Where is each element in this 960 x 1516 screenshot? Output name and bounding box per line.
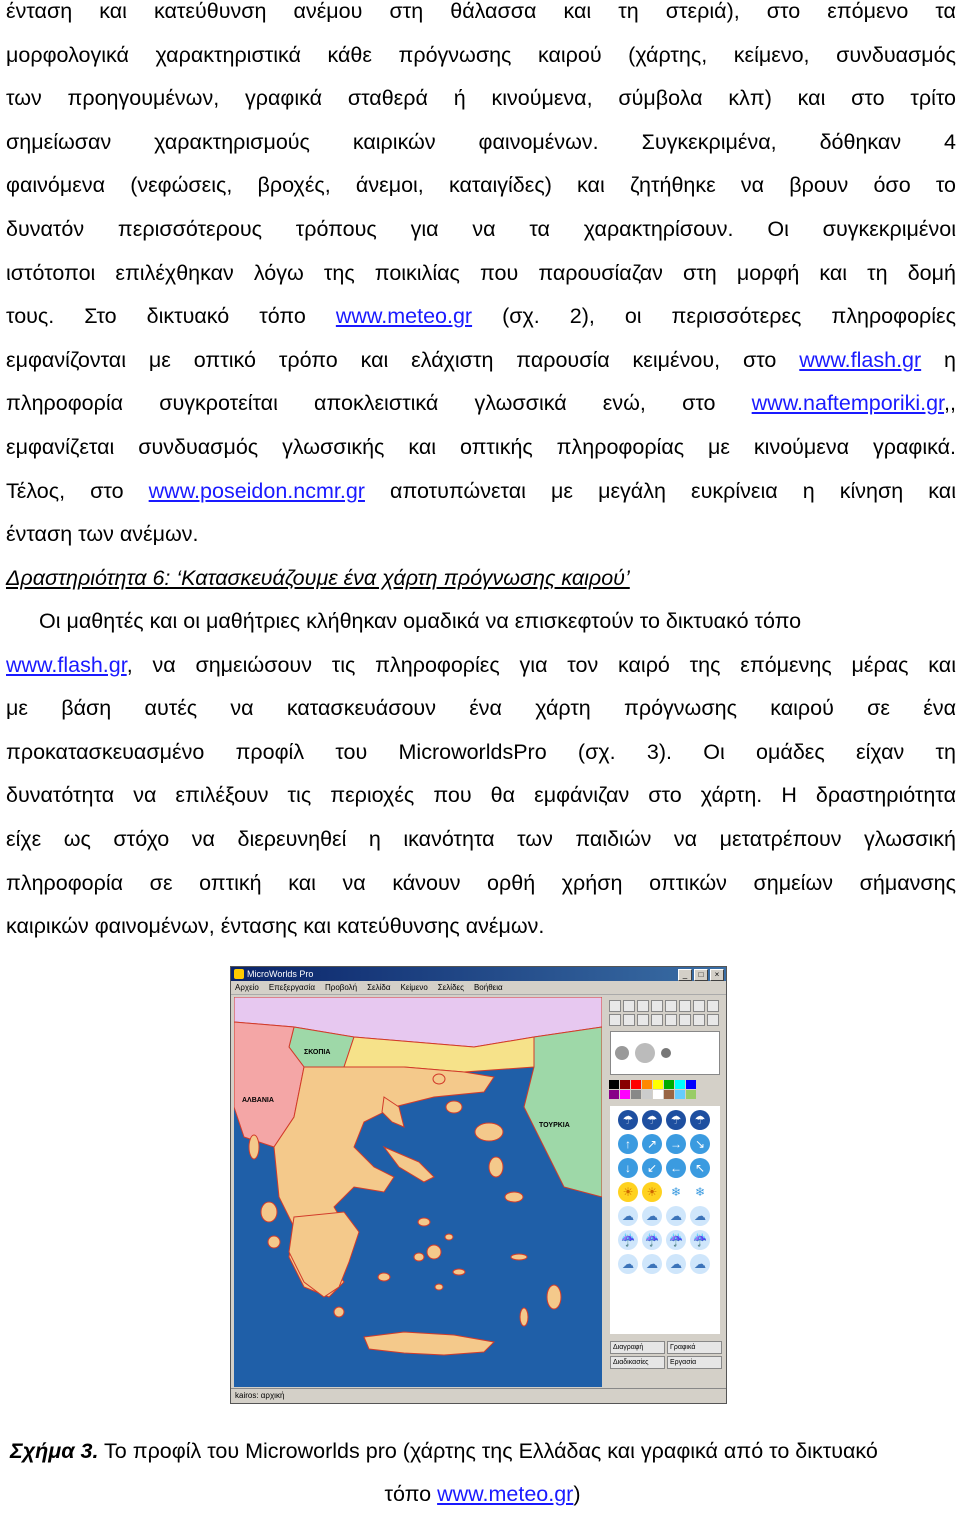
kythira [334,1307,344,1317]
wind-icon[interactable]: ↘ [690,1134,710,1154]
wind-icon[interactable]: ↑ [618,1134,638,1154]
cloud-icon[interactable]: ☁ [666,1254,686,1274]
window-controls [678,969,724,981]
storm-icon[interactable]: ☂ [642,1110,662,1130]
text-line [6,644,956,688]
tool-button[interactable] [623,1014,635,1026]
status-bar: kairos: αρχική [231,1388,727,1403]
caption-line [10,1473,955,1516]
santorini [435,1284,443,1290]
color-swatch[interactable] [609,1080,619,1089]
tool-button[interactable] [693,1014,705,1026]
kefalonia [261,1202,277,1222]
caption-line [10,1430,955,1473]
menu-bar [231,981,726,995]
shape-area [610,1031,720,1075]
color-swatch[interactable] [653,1090,663,1099]
text-line: σημείωσαν χαρακτηρισμούς καιρικών φαινομένων. Συγκεκριμένα, δόθηκαν 4 [6,129,956,154]
chios [489,1157,503,1177]
text-line: καιρικών φαινομένων, έντασης και κατεύθυνσης ανέμων. [6,914,545,939]
tool-button[interactable] [665,1000,677,1012]
wind-icon[interactable]: → [666,1134,686,1154]
paragraph-2 [6,600,956,949]
panel-button[interactable]: Διαγραφή [610,1341,665,1354]
text-line: δυνατότητα να επιλέξουν τις περιοχές που θα εμφάνιζαν στο χάρτη. Η δραστηριότητα [6,783,956,808]
text-line: ιστότοποι επιλέχθηκαν λόγω της ποικιλίας που παρουσίαζαν στη μορφή και τη δομή [6,260,956,285]
cloud-icon[interactable]: ☁ [618,1206,638,1226]
window-title: MicroWorlds Pro [247,969,314,979]
tool-button[interactable] [707,1014,719,1026]
sun-icon[interactable]: ☀ [642,1182,662,1202]
color-swatch[interactable] [620,1080,630,1089]
maximize-icon[interactable]: □ [694,969,708,981]
cloud-icon[interactable]: ☁ [642,1206,662,1226]
color-swatch[interactable] [653,1080,663,1089]
rain-icon[interactable]: ☔ [690,1230,710,1250]
text-line: είχε ως στόχο να διερευνηθεί η ικανότητα των παιδιών να μετατρέπουν γλωσσική [6,826,956,851]
tool-button[interactable] [623,1000,635,1012]
cloud-icon[interactable]: ☁ [690,1254,710,1274]
color-swatch[interactable] [642,1080,652,1089]
toolbar [606,997,724,1029]
color-swatch[interactable] [620,1090,630,1099]
color-swatch[interactable] [686,1090,696,1099]
storm-icon[interactable]: ☂ [690,1110,710,1130]
zakynthos [268,1236,280,1248]
snow-icon[interactable]: ❄ [690,1182,710,1202]
kerkyra [249,1135,259,1159]
label-albania: ΑΛΒΑΝΙΑ [242,1097,274,1104]
karpathos [520,1308,528,1326]
circle-shape-icon[interactable] [635,1043,655,1063]
map-svg [234,997,602,1387]
window-titlebar [231,967,726,981]
flash-link[interactable]: www.flash.gr [6,652,127,677]
color-swatch[interactable] [675,1080,685,1089]
text-line [6,382,956,426]
text-line: των προηγουμένων, γραφικά σταθερά ή κινούμενα, σύμβολα κλπ) και στο τρίτο [6,86,956,111]
color-swatch[interactable] [609,1090,619,1099]
caption-text: ) [573,1482,581,1506]
flash-link[interactable]: www.flash.gr [799,347,922,372]
text-span: (σχ. 2), οι περισσότερες πληροφορίες [472,304,956,329]
wind-icon[interactable]: ↗ [642,1134,662,1154]
caption-label: Σχήμα 3. [10,1439,99,1463]
rain-icon[interactable]: ☔ [642,1230,662,1250]
tool-button[interactable] [679,1014,691,1026]
andros [418,1218,430,1226]
thasos [433,1074,445,1084]
tool-button[interactable] [651,1000,663,1012]
peloponnese [289,1212,359,1297]
tool-button[interactable] [693,1000,705,1012]
tool-button[interactable] [609,1000,621,1012]
naftemporiki-link[interactable]: www.naftemporiki.gr [751,391,945,416]
cloud-icon[interactable]: ☁ [666,1206,686,1226]
neighbor-turkey [524,1027,602,1197]
menu-item[interactable]: Κείμενο [400,983,428,992]
menu-item[interactable]: Επεξεργασία [268,983,315,992]
lesvos [475,1123,503,1141]
menu-item[interactable]: Σελίδες [437,983,464,992]
color-swatch[interactable] [664,1080,674,1089]
panel-button[interactable]: Γραφικά [667,1341,722,1354]
text-span: Τέλος, στο [6,478,149,503]
circle-shape-icon[interactable] [661,1048,671,1058]
poseidon-link[interactable]: www.poseidon.ncmr.gr [148,478,365,503]
cloud-icon[interactable]: ☁ [690,1206,710,1226]
rodos [547,1285,561,1309]
close-icon[interactable]: × [710,969,724,981]
label-tourkia: ΤΟΥΡΚΙΑ [539,1122,570,1129]
text-line: με βάση αυτές να κατασκευάσουν ένα χάρτη πρόγνωσης καιρού σε ένα [6,696,956,721]
menu-item[interactable]: Βοήθεια [473,983,503,992]
color-swatch[interactable] [631,1090,641,1099]
color-swatch[interactable] [631,1080,641,1089]
storm-icon[interactable]: ☂ [618,1110,638,1130]
menu-item[interactable]: Αρχείο [235,983,259,992]
lemnos [446,1101,462,1113]
menu-item[interactable]: Προβολή [324,983,358,992]
caption-text: τόπο [384,1482,438,1506]
text-line: μορφολογικά χαρακτηριστικά κάθε πρόγνωσης καιρού (χάρτης, κείμενο, συνδυασμός [6,42,956,67]
text-line [6,339,956,383]
wind-icon[interactable]: ↙ [642,1158,662,1178]
app-icon [234,969,244,979]
sun-icon[interactable]: ☀ [618,1182,638,1202]
label-skopia: ΣΚΟΠΙΑ [304,1049,331,1056]
color-swatch[interactable] [686,1080,696,1089]
text-span: τους. Στο δικτυακό τόπο [6,304,336,329]
wind-icon[interactable]: ← [666,1158,686,1178]
paros [414,1253,424,1261]
tool-button[interactable] [679,1000,691,1012]
kos [511,1254,527,1260]
paragraph-1 [6,0,956,557]
text-line: Οι μαθητές και οι μαθήτριες κλήθηκαν ομαδικά να επισκεφτούν το δικτυακό τόπο [39,609,802,633]
tool-button[interactable] [637,1014,649,1026]
activity-heading: Δραστηριότητα 6: ‘Κατασκευάζουμε ένα χάρτη πρόγνωσης καιρού’ [6,566,630,590]
text-line: φαινόμενα (νεφώσεις, βροχές, άνεμοι, καταιγίδες) και ζητήθηκε να βρουν όσο το [6,173,956,198]
tool-button[interactable] [707,1000,719,1012]
text-line [6,295,956,339]
panel-button[interactable]: Εργασία [667,1356,722,1369]
meteo-link[interactable]: www.meteo.gr [335,304,473,329]
samos [505,1192,523,1202]
minimize-icon[interactable]: _ [678,969,692,981]
text-span: η [921,347,957,372]
text-line [6,470,956,514]
panel-buttons [610,1341,722,1369]
greece-map[interactable] [234,997,602,1387]
tools-panel [606,997,724,1387]
kriti [364,1332,494,1355]
circle-shape-icon[interactable] [615,1046,629,1060]
text-line: προκατασκευασμένο προφίλ του MicroworldsPro (σχ. 3). Οι ομάδες είχαν τη [6,739,956,764]
rain-icon[interactable]: ☔ [618,1230,638,1250]
wind-icon[interactable]: ↓ [618,1158,638,1178]
menu-item[interactable]: Σελίδα [367,983,391,992]
text-line: ένταση και κατεύθυνση ανέμου στη θάλασσα και τη στεριά), στο επόμενο τα [6,0,956,23]
text-span: πληροφορία συγκροτείται αποκλειστικά γλωσσικά ενώ, στο [6,391,752,416]
caption-text: Το προφίλ του Microworlds pro (χάρτης της Ελλάδας και γραφικά από το δικτυακό [98,1439,878,1463]
microworlds-screenshot [230,966,727,1404]
text-line: ένταση των ανέμων. [6,522,199,547]
naxos [427,1245,441,1259]
text-span: ,, [944,391,956,416]
rain-icon[interactable]: ☔ [666,1230,686,1250]
color-swatch[interactable] [675,1090,685,1099]
figure-caption [10,1430,955,1516]
text-span: , να σημειώσουν τις πληροφορίες για τον καιρό της επόμενης μέρας και [126,652,956,677]
tool-button[interactable] [665,1014,677,1026]
wind-icon[interactable]: ↖ [690,1158,710,1178]
color-swatch[interactable] [642,1090,652,1099]
color-swatch[interactable] [664,1090,674,1099]
snow-icon[interactable]: ❄ [666,1182,686,1202]
tool-button[interactable] [637,1000,649,1012]
tool-button[interactable] [609,1014,621,1026]
meteo-link[interactable]: www.meteo.gr [437,1482,574,1506]
cloud-icon[interactable]: ☁ [618,1254,638,1274]
mykonos [445,1234,453,1240]
milos [378,1273,390,1281]
color-palette [606,1077,724,1102]
amorgos [453,1269,465,1275]
cloud-icon[interactable]: ☁ [642,1254,662,1274]
tool-button[interactable] [651,1014,663,1026]
text-line: δυνατόν περισσότερους τρόπους για να τα χαρακτηρίσουν. Οι συγκεκριμένοι [6,216,956,241]
text-line: πληροφορία σε οπτική και να κάνουν ορθή χρήση οπτικών σημείων σήμανσης [6,870,956,895]
text-span: εμφανίζονται με οπτικό τρόπο και ελάχιστη παρουσία κειμένου, στο [6,347,800,372]
storm-icon[interactable]: ☂ [666,1110,686,1130]
weather-graphics [610,1106,720,1334]
text-line: εμφανίζεται συνδυασμός γλωσσικής και οπτικής πληροφορίας με κινούμενα γραφικά. [6,434,956,459]
text-span: αποτυπώνεται με μεγάλη ευκρίνεια η κίνηση και [364,478,956,503]
panel-button[interactable]: Διαδικασίες [610,1356,665,1369]
